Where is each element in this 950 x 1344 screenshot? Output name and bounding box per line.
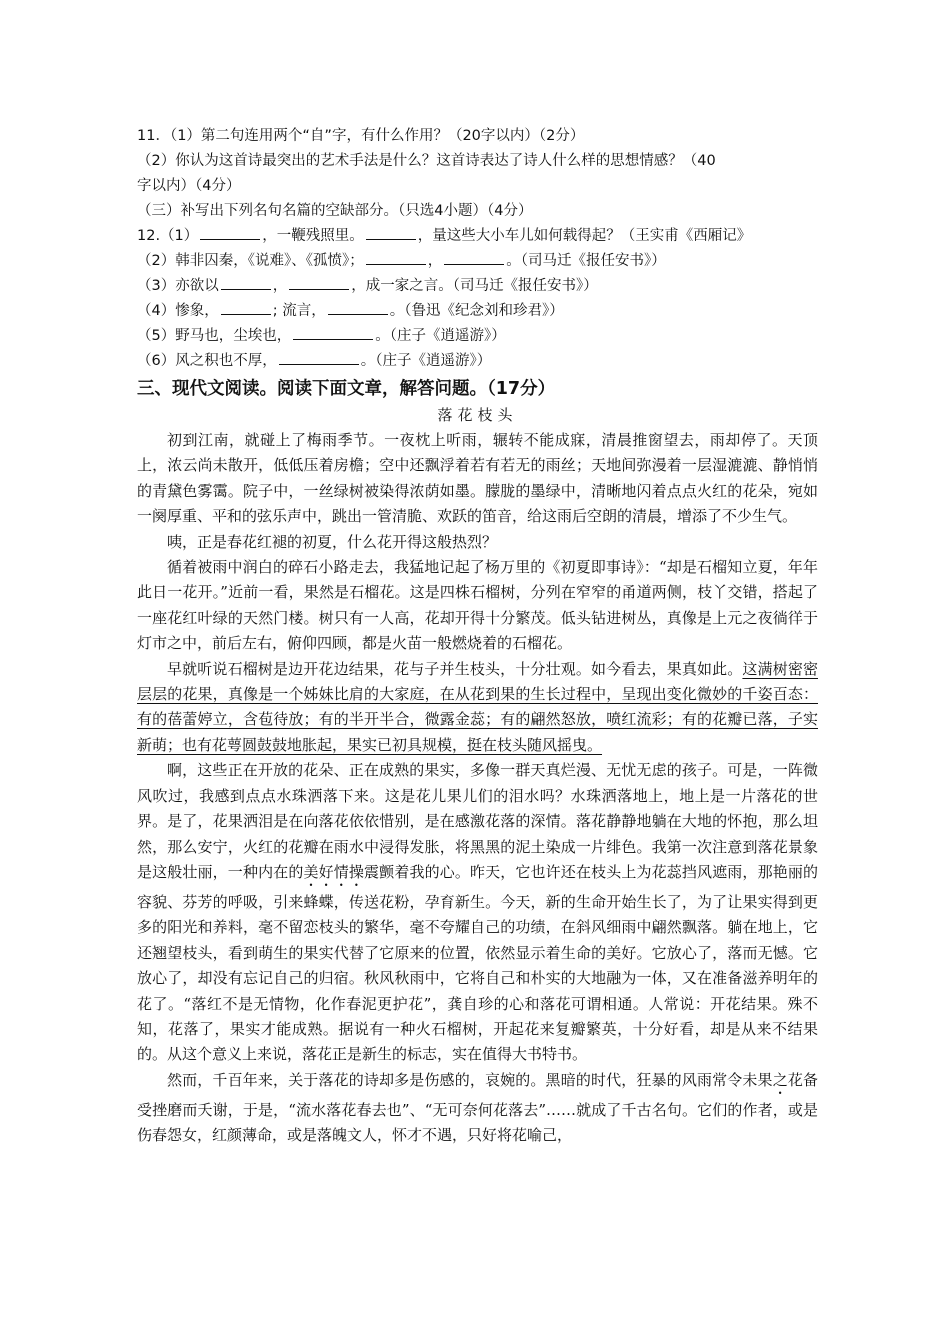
article-paragraph-6 [137, 1068, 818, 1149]
article-paragraph-4 [137, 657, 818, 759]
q12-4-middle: ; 流言， [272, 303, 326, 319]
paragraph-6-part-2: 花备受挫磨而夭谢，于是，“流水落花春去也”、“无可奈何花落去”……就成了千古名句。它们的作者，或是伤春怨女，红颜薄命，或是落魄文人，怀才不遇，只好将花喻己， [137, 1070, 818, 1145]
q12-1-prefix: 12.（1） [137, 228, 199, 244]
q12-5-suffix: 。（庄子《逍遥游》） [375, 328, 506, 344]
question-12-item-4 [137, 299, 818, 324]
article-paragraph-5 [137, 758, 818, 1067]
answer-blank [279, 349, 359, 365]
question-11-part-1: 11．（1）第二句连用两个“自”字，有什么作用？（20字以内）（2分） [137, 128, 585, 144]
answer-blank [444, 249, 504, 265]
article-paragraph-3: 循着被雨中润白的碎石小路走去，我猛地记起了杨万里的《初夏即事诗》：“却是石榴知立夏，年年此日一花开。”近前一看，果然是石榴花。这是四株石榴树，分列在窄窄的甬道两侧，枝丫交错，搭起了一座花红叶绿的天然门楼。树只有一人高，花却开得十分繁茂。低头钻进树丛，真像是上元之夜徜徉于灯市之中，前后左右，俯仰四顾，都是火苗一般燃烧着的石榴花。 [137, 558, 818, 653]
answer-blank [200, 224, 260, 240]
dotted-phrase: 美好情操 [303, 862, 365, 881]
article-paragraph-2: 咦，正是春花红褪的初夏，什么花开得这般热烈？ [167, 532, 498, 551]
q12-1-suffix: ，量这些大小车儿如何载得起？（王实甫《西厢记》 [417, 228, 752, 244]
dotted-character: 之 [772, 1070, 788, 1089]
answer-blank [366, 249, 426, 265]
answer-blank [366, 224, 416, 240]
paragraph-5-part-2: 震颤着我的心。昨天，它也许还在枝头上为花蕊挡风遮雨，那艳丽的容貌、芬芳的呼吸，引来蜂蝶，传送花粉，孕育新生。今天，新的生命开始生长了，为了让果实得到更多的阳光和养料，毫不留恋枝头的繁华，毫不夸耀自己的功绩，在斜风细雨中翩然飘落。躺在地上，它还翘望枝头，看到萌生的果实代替了它原来的位置，依然显示着生命的美好。它放心了，落而无憾。它放心了，却没有忘记自己的归宿。秋风秋雨中，它将自己和朴实的大地融为一体，又在准备滋养明年的花了。“落红不是无情物，化作春泥更护花”，龚自珍的心和落花可谓相通。人常说：开花结果。殊不知，花落了，果实才能成熟。据说有一种火石榴树，开起花来复瓣繁英，十分好看，却是从来不结果的。从这个意义上来说，落花正是新生的标志，实在值得大书特书。 [137, 862, 818, 1064]
section-heading: 三、现代文阅读。阅读下面文章，解答问题。（17分） [137, 379, 556, 399]
paragraph-5-part-1: 啊，这些正在开放的花朵、正在成熟的果实，多像一群天真烂漫、无忧无虑的孩子。可是，一阵微风吹过，我感到点点水珠洒落下来。这是花儿果儿们的泪水吗？水珠洒落地上，地上是一片落花的世界。是了，花果洒泪是在向落花依依惜别，是在感激花落的深情。落花静静地躺在大地的怀抱，那么坦然，那么安宁，火红的花瓣在雨水中浸得发胀，将黑黑的泥土染成一片绯色。我第一次注意到落花景象是这般壮丽，一种内在的 [137, 761, 818, 881]
article-title: 落花枝头 [437, 406, 518, 424]
question-12-item-6 [137, 349, 818, 374]
article-body [137, 428, 818, 1149]
question-12-item-5 [137, 324, 818, 349]
answer-blank [328, 299, 388, 315]
question-12-item-1 [137, 224, 818, 249]
question-12-item-3 [137, 274, 818, 299]
q12-3-middle: ， [272, 278, 288, 294]
q12-2-prefix: （2）韩非囚秦，《说难》、《孤愤》； [137, 253, 364, 269]
paragraph-6-part-1: 然而，千百年来，关于落花的诗却多是伤感的，哀婉的。黑暗的时代，狂暴的风雨常令未果 [167, 1070, 773, 1089]
question-11-part-2-line-1: （2）你认为这首诗最突出的艺术手法是什么？这首诗表达了诗人什么样的思想情感？（40 [137, 153, 716, 169]
q12-4-prefix: （4）惨象， [137, 303, 219, 319]
question-11-part-2-line-2: 字以内）（4分） [137, 178, 241, 194]
part-3-heading: （三）补写出下列名句名篇的空缺部分。（只选4小题）（4分） [137, 203, 533, 219]
q12-5-prefix: （5）野马也，尘埃也， [137, 328, 292, 344]
answer-blank [293, 324, 373, 340]
q12-6-suffix: 。（庄子《逍遥游》） [360, 353, 492, 369]
underlined-passage: 这满树密密层层的花果，真像是一个姊妹比肩的大家庭，在从花到果的生长过程中，呈现出变化微妙的千姿百态：有的蓓蕾婷立，含苞待放；有的半开半合，微露金蕊；有的翩然怒放，喷红流彩；有的花瓣已落，子实新萌；也有花萼圆鼓鼓地胀起，果实已初具规模，挺在枝头随风摇曳。 [137, 659, 818, 754]
answer-blank [221, 299, 271, 315]
q12-2-suffix: 。（司马迁《报任安书》） [506, 253, 666, 269]
q12-3-prefix: （3）亦欲以 [137, 278, 219, 294]
q12-3-suffix: ，成一家之言。（司马迁《报任安书》） [351, 278, 598, 294]
q12-4-suffix: 。（鲁迅《纪念刘和珍君》） [389, 303, 564, 319]
q12-6-prefix: （6）风之积也不厚， [137, 353, 277, 369]
q12-1-middle: ，一鞭残照里。 [262, 228, 364, 244]
question-12-item-2 [137, 249, 818, 274]
paragraph-4-lead: 早就听说石榴树是边开花边结果，花与子并生枝头，十分壮观。如今看去，果真如此。 [167, 659, 743, 678]
answer-blank [289, 274, 349, 290]
article-paragraph-1: 初到江南，就碰上了梅雨季节。一夜枕上听雨，辗转不能成寐，清晨推窗望去，雨却停了。天顶上，浓云尚未散开，低低压着房檐；空中还飘浮着若有若无的雨丝；天地间弥漫着一层湿漉漉、静悄悄的青黛色雾霭。院子中，一丝绿树被染得浓荫如墨。朦胧的墨绿中，清晰地闪着点点火红的花朵，宛如一阕厚重、平和的弦乐声中，跳出一管清脆、欢跃的笛音，给这雨后空朗的清晨，增添了不少生气。 [137, 431, 818, 526]
q12-2-middle: ， [427, 253, 443, 269]
answer-blank [221, 274, 271, 290]
